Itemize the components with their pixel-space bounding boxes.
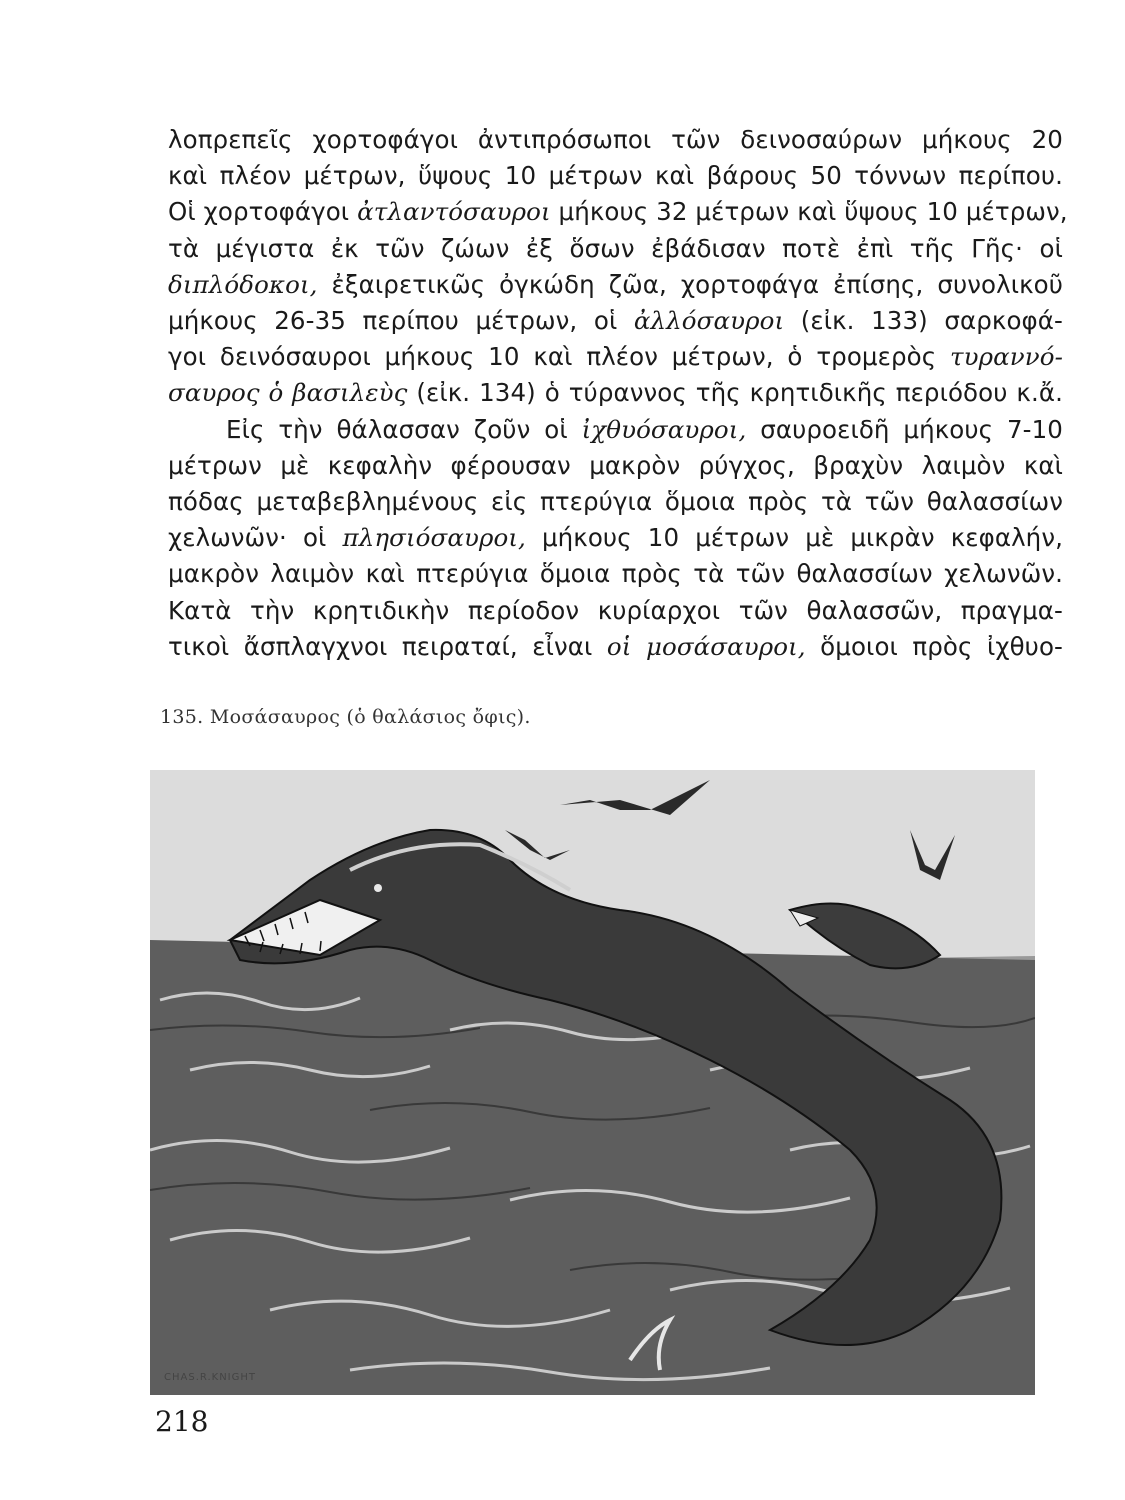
text-run: μήκους 26-35 περίπου μέτρων, οἱ xyxy=(168,306,634,336)
italic-term: διπλόδοκοι, xyxy=(168,269,318,299)
text-run: (εἰκ. 133) σαρκοφά- xyxy=(784,306,1063,336)
text-run: Εἰς τὴν θάλασσαν ζοῦν οἱ xyxy=(226,414,582,444)
text-run: χελωνῶν· οἱ xyxy=(168,523,343,553)
text-run: μήκους 32 μέτρων καὶ ὕψους 10 μέτρων, xyxy=(550,197,1068,227)
mosasaur-eye xyxy=(374,884,382,892)
text-run: μακρὸν λαιμὸν καὶ πτερύγια ὅμοια πρὸς τὰ τῶν θαλασσίων χελωνῶν. xyxy=(168,559,1063,589)
italic-term: ἀλλόσαυροι xyxy=(633,306,785,336)
italic-term: πλησιόσαυροι, xyxy=(342,523,526,553)
text-line xyxy=(168,267,1063,303)
body-text xyxy=(168,122,1068,665)
text-line xyxy=(168,158,1063,194)
text-line xyxy=(168,194,1068,230)
figure-caption: 135. Μοσάσαυρος (ὁ θαλάσιος ὄφις). xyxy=(160,706,531,728)
text-run: καὶ πλέον μέτρων, ὕψους 10 μέτρων καὶ βάρους 50 τόννων περίπου. xyxy=(168,161,1063,191)
italic-term: ἰχθυόσαυροι, xyxy=(581,414,747,444)
page-number: 218 xyxy=(155,1405,209,1438)
text-line xyxy=(168,556,1063,592)
text-run: πόδας μεταβεβλημένους εἰς πτερύγια ὅμοια πρὸς τὰ τῶν θαλασσίων xyxy=(168,487,1063,517)
text-line xyxy=(168,231,1063,267)
text-run: τὰ μέγιστα ἐκ τῶν ζώων ἐξ ὅσων ἐβάδισαν ποτὲ ἐπὶ τῆς Γῆς· οἱ xyxy=(168,233,1063,263)
text-line xyxy=(168,484,1063,520)
text-run: (εἰκ. 134) ὁ τύραννος τῆς κρητιδικῆς περιόδου κ.ἄ. xyxy=(407,378,1063,408)
text-run: Κατὰ τὴν κρητιδικὴν περίοδον κυρίαρχοι τῶν θαλασσῶν, πραγμα- xyxy=(168,595,1063,625)
text-line xyxy=(168,412,1063,448)
text-line xyxy=(168,375,1063,411)
text-line xyxy=(168,303,1063,339)
paragraph-dinosaurs xyxy=(168,122,1068,412)
text-line xyxy=(168,339,1063,375)
artist-signature: CHAS.R.KNIGHT xyxy=(164,1372,257,1383)
italic-term: σαυρος ὁ βασιλεὺς xyxy=(168,378,408,408)
italic-term: τυραννό- xyxy=(949,342,1063,372)
text-run: μήκους 10 μέτρων μὲ μικρὰν κεφαλήν, xyxy=(525,523,1063,553)
text-line xyxy=(168,629,1063,665)
text-run: γοι δεινόσαυροι μήκους 10 καὶ πλέον μέτρων, ὁ τρομερὸς xyxy=(168,342,950,372)
mosasaurus-illustration xyxy=(150,770,1035,1395)
text-line xyxy=(168,122,1063,158)
text-line xyxy=(168,593,1063,629)
text-run: τικοὶ ἄσπλαγχνοι πειραταί, εἶναι xyxy=(168,631,607,661)
text-line xyxy=(168,448,1063,484)
italic-term: οἱ μοσάσαυροι, xyxy=(606,631,806,661)
text-run: Οἱ χορτοφάγοι xyxy=(168,197,358,227)
text-line xyxy=(168,520,1063,556)
illustration-drawing xyxy=(150,770,1035,1395)
text-run: μέτρων μὲ κεφαλὴν φέρουσαν μακρὸν ρύγχος, βραχὺν λαιμὸν καὶ xyxy=(168,450,1063,480)
text-run: λοπρεπεῖς χορτοφάγοι ἀντιπρόσωποι τῶν δεινοσαύρων μήκους 20 xyxy=(168,125,1063,154)
paragraph-marine-reptiles xyxy=(168,412,1063,665)
text-run: ὅμοιοι πρὸς ἰχθυο- xyxy=(805,631,1063,661)
text-run: ἐξαιρετικῶς ὀγκώδη ζῶα, χορτοφάγα ἐπίσης, συνολικοῦ xyxy=(317,269,1063,299)
text-run: σαυροειδῆ μήκους 7-10 xyxy=(746,414,1063,444)
italic-term: ἀτλαντόσαυροι xyxy=(357,197,551,227)
